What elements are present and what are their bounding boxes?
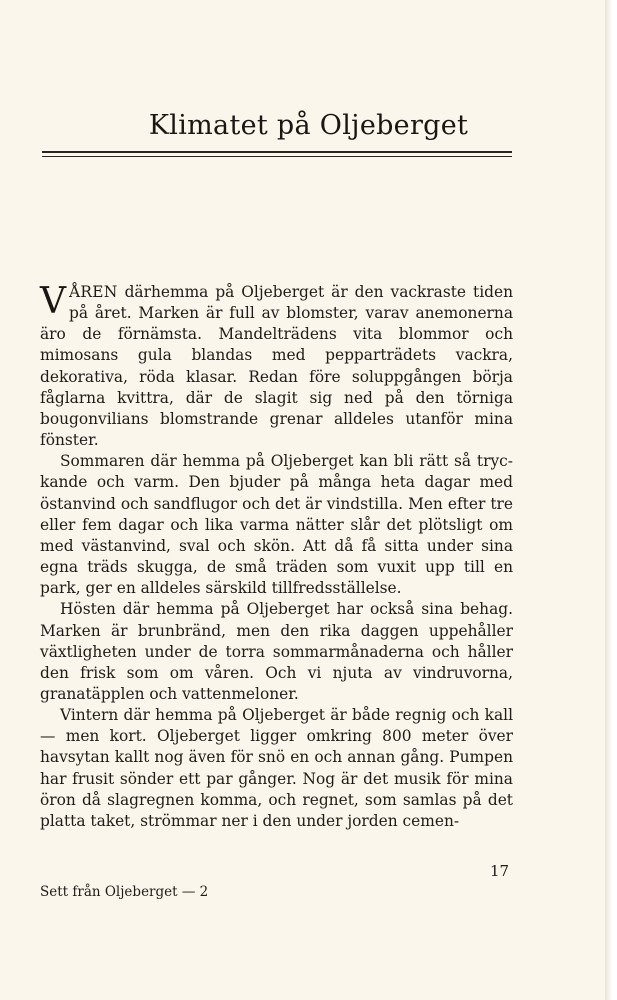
drop-cap: V xyxy=(40,281,66,322)
title-rule-thin xyxy=(42,156,512,157)
lead-word: ÅREN xyxy=(69,283,118,301)
page-number: 17 xyxy=(490,862,510,880)
paragraph-autumn: Hösten där hemma på Oljeberget har också sina behag. Marken är brunbränd, men den rika daggen uppehåller växtligheten under de torra sommarmånaderna och håller den frisk som om våren. Och vi njuta av vindruvorna, granatäpplen och vattenmeloner. xyxy=(40,600,513,703)
paragraph-spring-text: därhemma på Oljeberget är den vackraste tiden på året. Marken är full av blomster, varav anemonerna äro de förnämsta. Mandelträdens vita blommor och mimosans gula blandas med pepparträdets vackra, dekorativa, röda klasar. Redan före soluppgången börja fåglarna kvittra, där de slagit sig ned på den törniga bougonvilians blomstrande grenar alldeles utanför mina fönster. xyxy=(40,283,513,450)
signature-mark: Sett från Oljeberget — 2 xyxy=(40,884,209,900)
title-rule-thick xyxy=(42,151,512,153)
page-edge xyxy=(605,0,617,1000)
chapter-title: Klimatet på Oljeberget xyxy=(148,110,469,141)
paragraph-summer: Sommaren där hemma på Oljeberget kan bli rätt så tryckande och varm. Den bjuder på många heta dagar med östanvind och sandflugor och det är vindstilla. Men efter tre eller fem dagar och lika varma nätter slår det plötsligt om med västanvind, sval och skön. Att då få sitta under sina egna träds skugga, de små träden som vuxit upp till en park, ger en alldeles särskild tillfredsställelse. xyxy=(40,452,513,598)
body-text xyxy=(40,282,513,832)
paragraph-spring xyxy=(40,282,513,451)
paragraph-winter: Vintern där hemma på Oljeberget är både regnig och kall — men kort. Oljeberget ligger omkring 800 meter över havsytan kallt nog även för snö en och annan gång. Pumpen har frusit sönder ett par gånger. Nog är det musik för mina öron då slagregnen komma, och regnet, som samlas på det platta taket, strömmar ner i den under jorden cemen- xyxy=(40,706,513,830)
